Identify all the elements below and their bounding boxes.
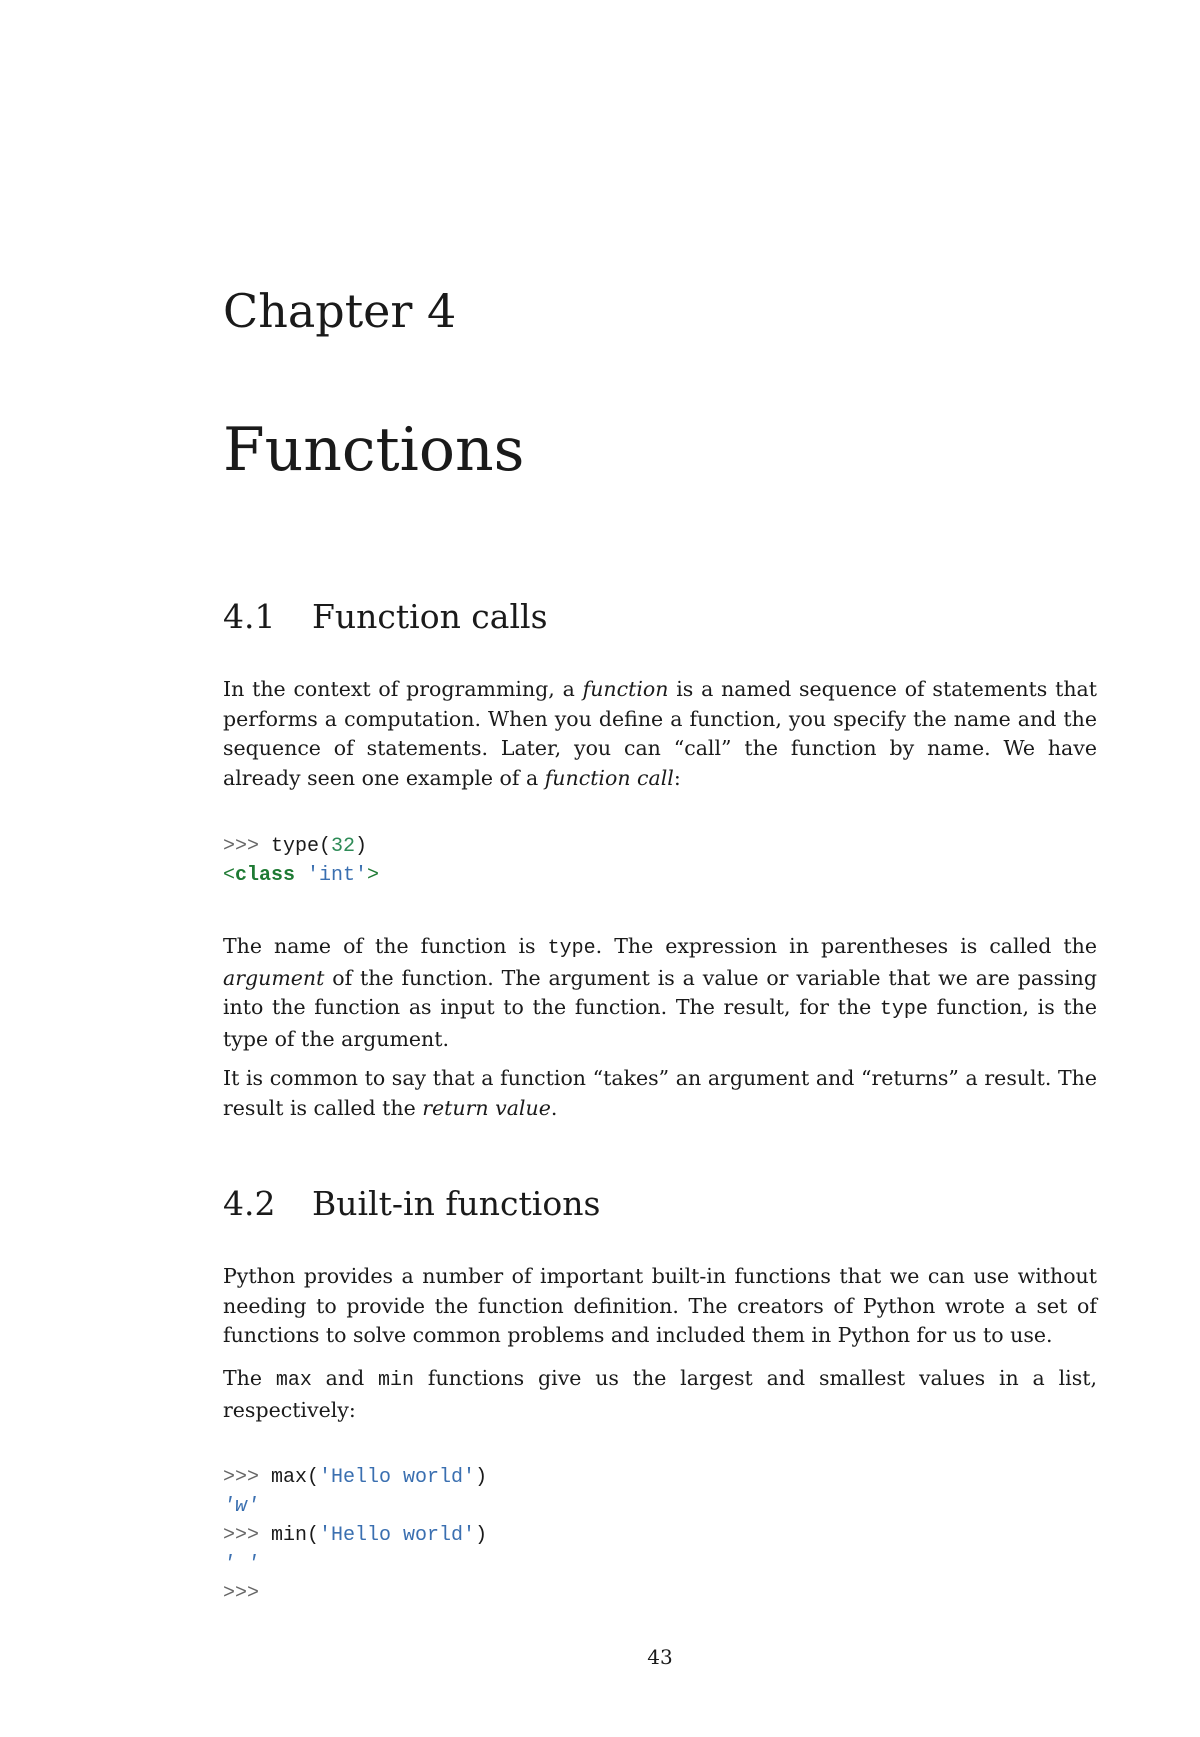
inline-code: type	[547, 937, 596, 960]
code-output: ' '	[223, 1553, 260, 1576]
text-run: function, is the type of the argument.	[223, 995, 1098, 1051]
chapter-title: Functions	[223, 415, 525, 485]
inline-code: type	[879, 998, 928, 1021]
code-string-literal: 'Hello world'	[319, 1466, 476, 1489]
text-run: functions give us the largest and smallest values in a list, respectively:	[223, 1366, 1097, 1422]
section-number: 4.2	[223, 1184, 276, 1223]
section-number: 4.1	[223, 597, 276, 636]
code-call: min(	[271, 1524, 320, 1547]
page-number: 43	[647, 1645, 673, 1669]
code-block-type	[223, 832, 379, 890]
section-title: Function calls	[312, 597, 548, 636]
code-number-literal: 32	[331, 835, 356, 858]
code-block-max-min	[223, 1463, 487, 1608]
inline-code: min	[378, 1369, 415, 1392]
section-heading-function-calls	[223, 597, 548, 636]
text-run: . The expression in parentheses is called the	[595, 934, 1098, 958]
text-run: In the context of programming, a	[223, 677, 583, 701]
code-call: type(	[271, 835, 332, 858]
code-prompt: >>>	[223, 1466, 272, 1489]
term-function: function	[582, 677, 669, 701]
code-call: max(	[271, 1466, 320, 1489]
text-run: :	[673, 765, 681, 790]
chapter-label: Chapter 4	[223, 284, 457, 338]
code-paren: )	[475, 1466, 488, 1489]
code-string-literal: 'int'	[295, 864, 368, 887]
paragraph-max-min	[223, 1364, 1097, 1425]
text-run: and	[311, 1366, 379, 1390]
section-title: Built-in functions	[312, 1184, 601, 1223]
text-run: The name of the function is	[223, 934, 548, 958]
text-run: of the function. The argument is a value or variable that we are passing into the function as input to the function. The result, for the	[223, 965, 1097, 1019]
code-prompt: >>>	[223, 1582, 260, 1605]
text-run: The	[223, 1366, 276, 1390]
code-keyword: class	[235, 864, 296, 887]
code-prompt: >>>	[223, 1524, 272, 1547]
paragraph-argument	[223, 932, 1097, 1054]
text-run: .	[550, 1095, 558, 1120]
term-return-value: return value	[422, 1095, 551, 1120]
text-run: is a named sequence of statements that performs a computation. When you define a function, you specify the name and the sequence of statements. Later, you can “call” the function by name. We have already seen one example of a	[223, 677, 1097, 790]
term-argument: argument	[223, 965, 325, 990]
code-output-bracket: >	[367, 864, 380, 887]
code-output-bracket: <	[223, 864, 236, 887]
code-prompt: >>>	[223, 835, 272, 858]
code-output: 'w'	[223, 1495, 260, 1518]
paragraph-built-in-intro: Python provides a number of important built-in functions that we can use without needing to provide the function definition. The creators of Python wrote a set of functions to solve common problems and included them in Python for us to use.	[223, 1264, 1097, 1347]
section-heading-built-in-functions	[223, 1184, 601, 1223]
paragraph-function-definition	[223, 675, 1097, 793]
paragraph-return-value	[223, 1064, 1097, 1123]
code-paren: )	[475, 1524, 488, 1547]
term-function-call: function call	[544, 765, 674, 790]
code-paren: )	[355, 835, 368, 858]
code-string-literal: 'Hello world'	[319, 1524, 476, 1547]
text-run: It is common to say that a function “takes” an argument and “returns” a result. The result is called the	[223, 1066, 1097, 1120]
inline-code: max	[275, 1369, 312, 1392]
